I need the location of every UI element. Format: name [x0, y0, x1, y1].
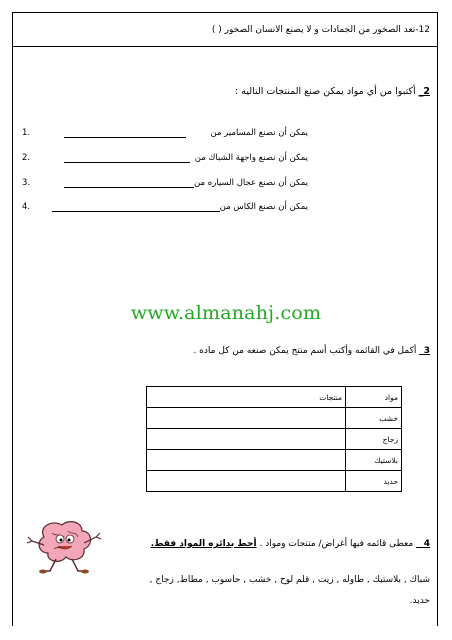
table-header-row: [147, 387, 402, 408]
question-4-text: معطى قائمه فيها أغراض/ منتجات ومواد .: [259, 539, 414, 549]
question-3-prompt: [193, 346, 430, 356]
separator-line-1: [12, 46, 438, 47]
question-2-number: 2_: [418, 86, 430, 97]
header-products: منتجات: [147, 387, 346, 408]
word-list-line-1: شباك , بلاستيك , طاوله , زيت , قلم لوح , خشب , حاسوب , مطاط, زجاج ,: [149, 575, 430, 585]
item-number: 1.: [22, 128, 31, 138]
product-answer-cell[interactable]: [147, 429, 346, 450]
product-answer-cell[interactable]: [147, 450, 346, 471]
item-text: يمكن أن نصنع عجال السياره من: [194, 178, 308, 188]
table-row: [147, 429, 402, 450]
table-row: [147, 471, 402, 492]
site-watermark: www.almanahj.com: [130, 302, 322, 324]
question-2-text: أكتبوا من أي مواد يمكن صنع المنتجات التاليه :: [235, 86, 416, 97]
answer-blank[interactable]: [64, 153, 190, 163]
item-number: 3.: [22, 178, 31, 188]
answer-blank[interactable]: [64, 178, 194, 188]
item-text: يمكن أن نصنع الكاس من: [219, 202, 308, 212]
materials-products-table: [146, 386, 402, 492]
word-list-line-2: حديد.: [409, 596, 430, 606]
header-materials: مواد: [346, 387, 402, 408]
question-4-instruction: أحط بدائره المواد فقط.: [150, 539, 257, 549]
top-border: [12, 12, 438, 13]
table-row: [147, 408, 402, 429]
item-text: يمكن أن نصنع المسامير من: [210, 128, 308, 138]
item-text: يمكن أن نصنع واجهة الشباك من: [194, 153, 308, 163]
material-cell: حديد: [346, 471, 402, 492]
cartoon-brain-character-icon: [24, 515, 104, 575]
item-number: 4.: [22, 202, 31, 212]
material-cell: خشب: [346, 408, 402, 429]
table-row: [147, 450, 402, 471]
question-4-number: 4 _: [416, 539, 430, 549]
material-cell: زجاج: [346, 429, 402, 450]
question-3-number: 3_: [419, 346, 430, 356]
item-number: 2.: [22, 153, 31, 163]
product-answer-cell[interactable]: [147, 471, 346, 492]
product-answer-cell[interactable]: [147, 408, 346, 429]
answer-blank[interactable]: [52, 202, 220, 212]
question-2-prompt: [235, 86, 430, 97]
material-cell: بلاستيك: [346, 450, 402, 471]
question-4-prompt: [151, 539, 430, 549]
answer-blank[interactable]: [64, 128, 186, 138]
question-12: 12-تعد الصخور من الجمادات و لا يصنع الانسان الصخور ( ): [211, 25, 430, 35]
question-3-text: أكمل في القائمه وأكتب أسم منتج يمكن صنعه من كل ماده .: [193, 346, 417, 356]
